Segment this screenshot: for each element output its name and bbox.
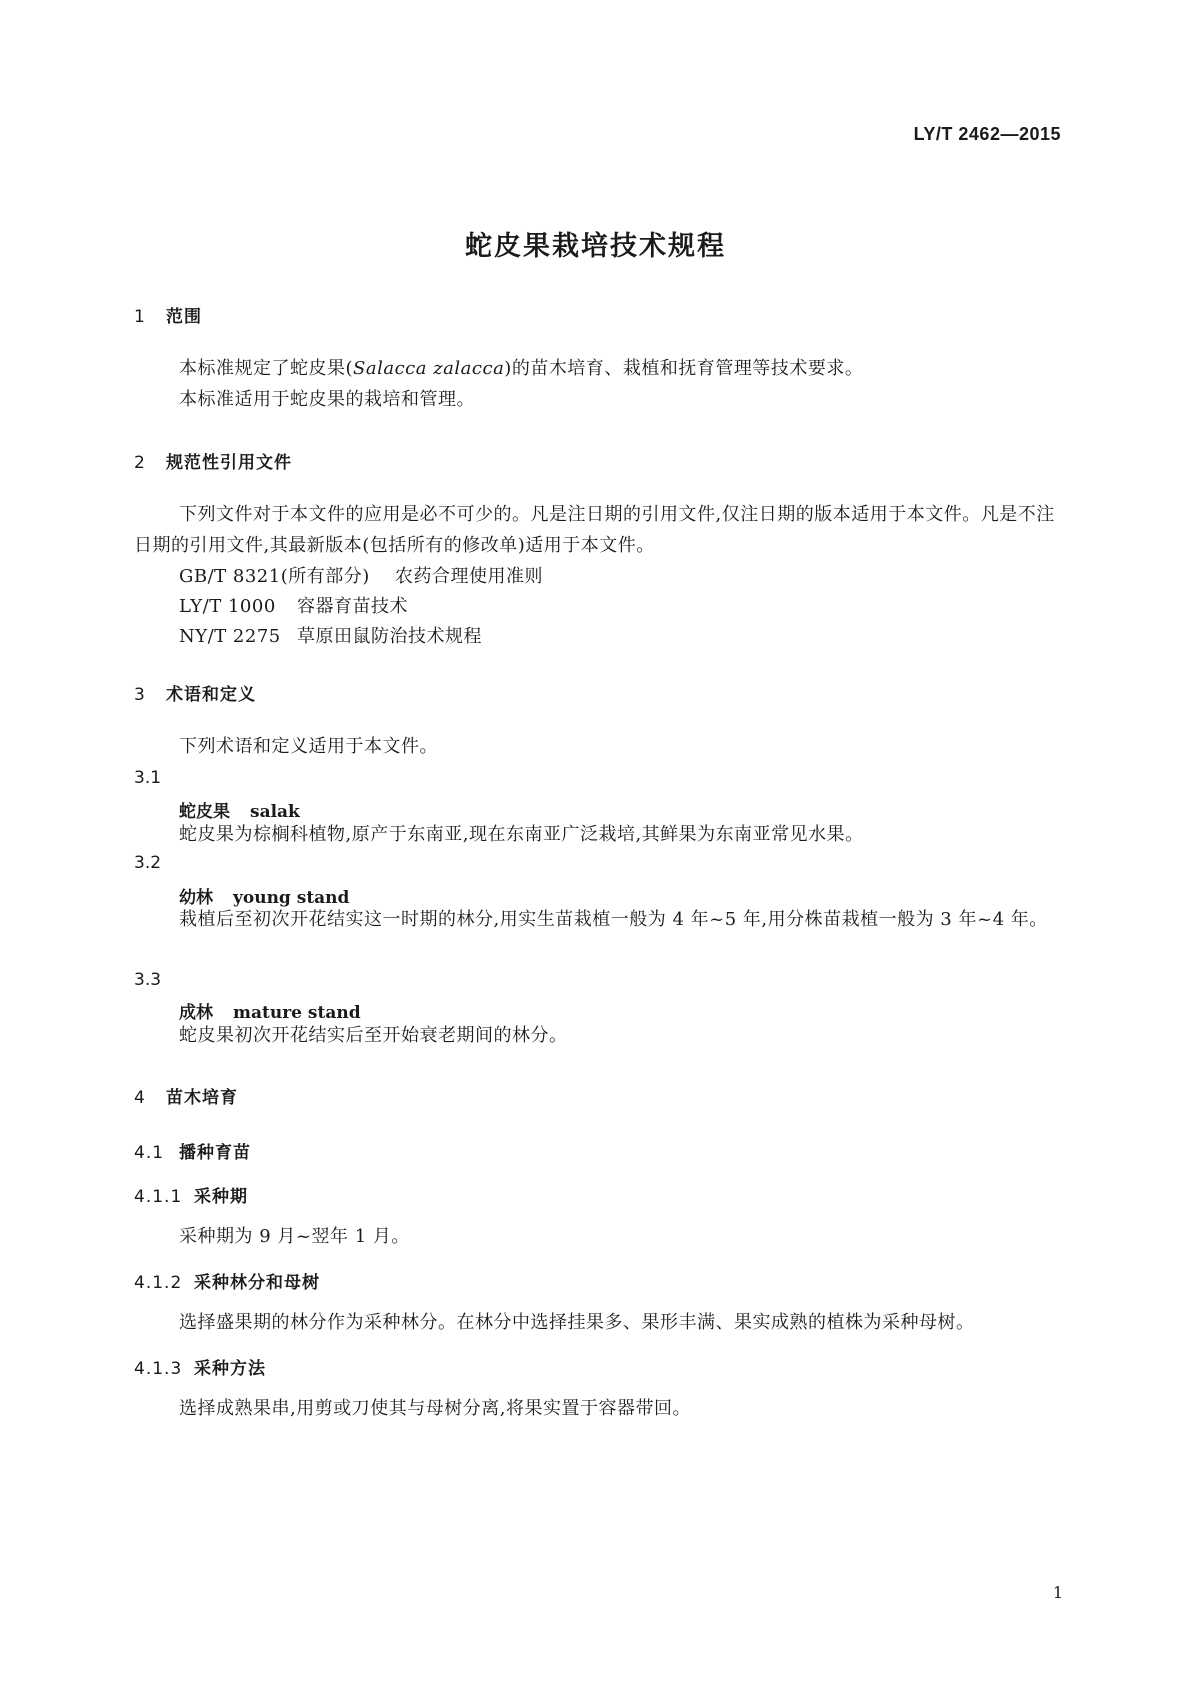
clause-number: 4.1.2 (134, 1273, 183, 1293)
term-zh: 成林 (179, 1003, 213, 1023)
reference-item (179, 562, 543, 588)
section-heading-scope (134, 302, 202, 327)
clause-title: 采种期 (194, 1187, 248, 1207)
term-definition: 蛇皮果初次开花结实后至开始衰老期间的林分。 (179, 1025, 568, 1046)
clause-heading (134, 1354, 266, 1379)
term-number: 3.1 (134, 768, 162, 788)
term-zh: 蛇皮果 (179, 802, 230, 822)
reference-code: LY/T 1000 (179, 596, 276, 617)
standard-code: LY/T 2462—2015 (913, 124, 1061, 144)
subsection-title: 播种育苗 (179, 1143, 251, 1163)
reference-title: 草原田鼠防治技术规程 (297, 626, 482, 647)
section-heading-terms (134, 680, 256, 705)
term-zh: 幼林 (179, 888, 213, 908)
subsection-number: 4.1 (134, 1143, 165, 1163)
term-en: young stand (233, 888, 350, 908)
section-title: 规范性引用文件 (166, 453, 292, 473)
scope-text-after: )的苗木培育、栽植和抚育管理等技术要求。 (504, 358, 864, 379)
section-number: 3 (134, 685, 146, 705)
clause-text: 选择盛果期的林分作为采种林分。在林分中选择挂果多、果形丰满、果实成熟的植株为采种母树。 (179, 1312, 975, 1333)
page-number: 1 (1052, 1583, 1063, 1602)
latin-name: Salacca zalacca (353, 358, 505, 379)
reference-title: 农药合理使用准则 (395, 566, 543, 587)
reference-code: GB/T 8321(所有部分) (179, 566, 370, 587)
section-number: 4 (134, 1088, 146, 1108)
clause-text: 采种期为 9 月~翌年 1 月。 (179, 1226, 410, 1247)
reference-title: 容器育苗技术 (297, 596, 408, 617)
section-title: 范围 (166, 307, 202, 327)
terms-intro: 下列术语和定义适用于本文件。 (179, 736, 438, 757)
clause-title: 采种林分和母树 (194, 1273, 320, 1293)
clause-text: 选择成熟果串,用剪或刀使其与母树分离,将果实置于容器带回。 (179, 1398, 691, 1419)
reference-item (179, 592, 408, 618)
clause-heading (134, 1182, 248, 1207)
reference-code: NY/T 2275 (179, 626, 281, 647)
clause-number: 4.1.1 (134, 1187, 183, 1207)
section-number: 2 (134, 453, 146, 473)
scope-paragraph-2: 本标准适用于蛇皮果的栽培和管理。 (179, 389, 475, 410)
section-number: 1 (134, 307, 146, 327)
term-definition: 栽植后至初次开花结实这一时期的林分,用实生苗栽植一般为 4 年~5 年,用分株苗栽植一般为 3 年~4 年。 (179, 909, 1048, 930)
term-number: 3.3 (134, 970, 162, 990)
document-title: 蛇皮果栽培技术规程 (465, 231, 726, 262)
section-heading-seedling (134, 1083, 238, 1108)
clause-heading (134, 1268, 320, 1293)
term-en: mature stand (233, 1003, 361, 1023)
clause-number: 4.1.3 (134, 1359, 183, 1379)
normative-intro: 下列文件对于本文件的应用是必不可少的。凡是注日期的引用文件,仅注日期的版本适用于本文件。凡是不注日期的引用文件,其最新版本(包括所有的修改单)适用于本文件。 (134, 504, 1055, 556)
section-title: 苗木培育 (166, 1088, 238, 1108)
reference-item (179, 622, 482, 648)
section-title: 术语和定义 (166, 685, 256, 705)
clause-title: 采种方法 (194, 1359, 266, 1379)
term-number: 3.2 (134, 853, 162, 873)
subsection-heading (134, 1138, 251, 1163)
scope-paragraph-1 (134, 353, 1062, 384)
term-definition: 蛇皮果为棕榈科植物,原产于东南亚,现在东南亚广泛栽培,其鲜果为东南亚常见水果。 (179, 824, 864, 845)
section-heading-normative (134, 448, 292, 473)
term-en: salak (250, 802, 300, 822)
scope-text-before: 本标准规定了蛇皮果( (179, 358, 354, 379)
